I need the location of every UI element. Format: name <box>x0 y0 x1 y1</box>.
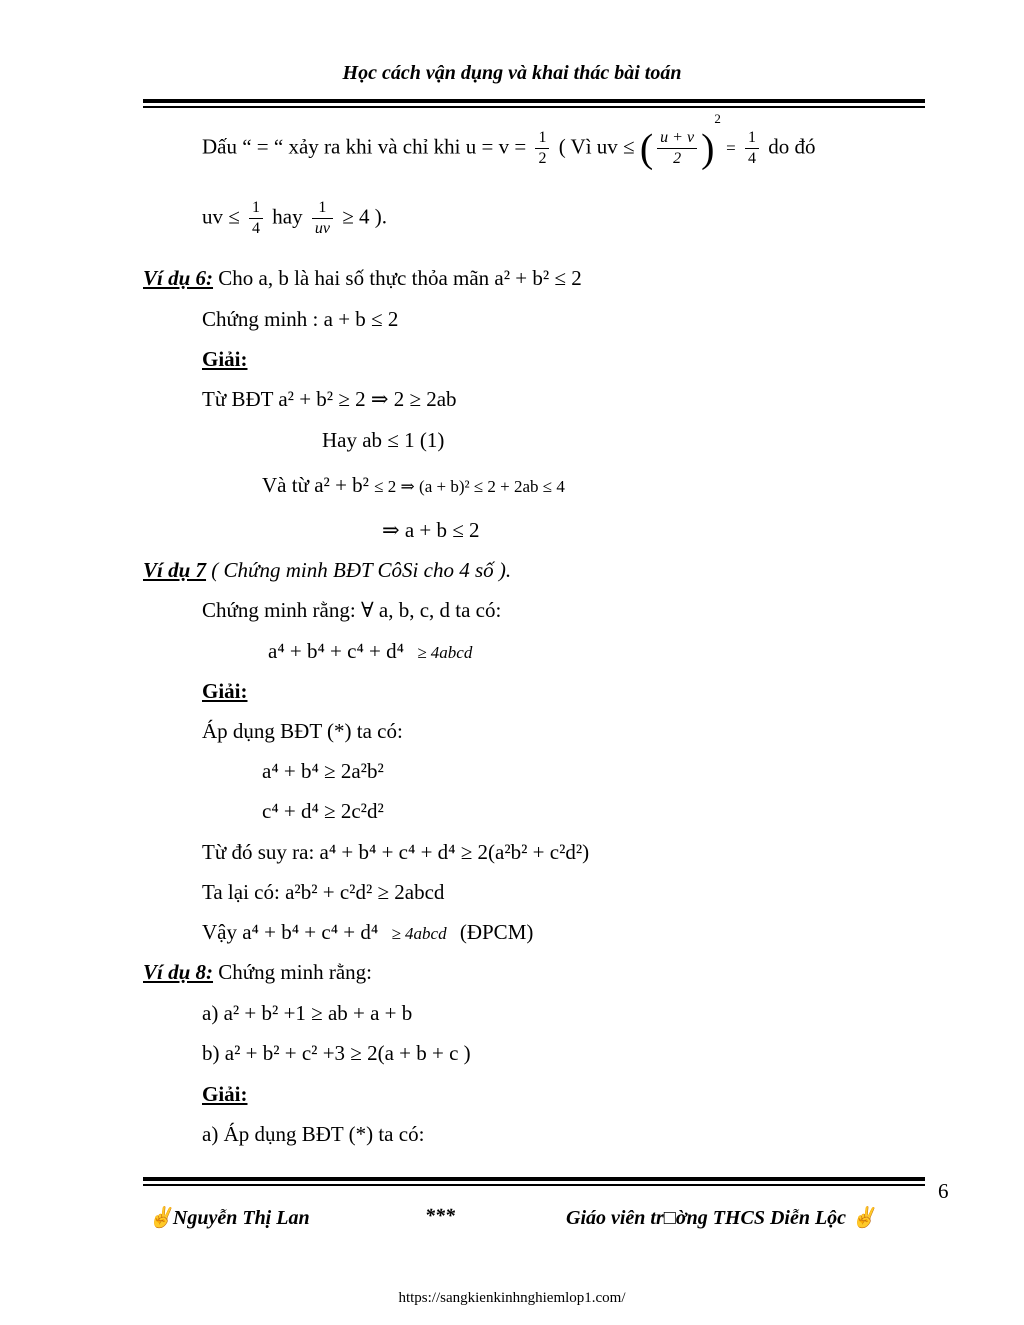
solution-6-step-1: Từ BĐT a² + b² ≥ 2 ⇒ 2 ≥ 2ab <box>202 387 457 411</box>
example-8: Ví dụ 8: Chứng minh rằng: <box>143 960 372 984</box>
footer-rule-thick <box>143 1177 925 1181</box>
example-7-prove: Chứng minh rằng: ∀ a, b, c, d ta có: <box>202 598 502 622</box>
solution-8-step-1: a) Áp dụng BĐT (*) ta có: <box>202 1122 425 1146</box>
fraction-half: $\frac{1}{2}$ <box>535 128 549 169</box>
footer-school: Giáo viên tr□ờng THCS Diễn Lộc ✌ <box>566 1207 876 1229</box>
solution-7-step-3: c⁴ + d⁴ ≥ 2c²d² <box>262 799 384 823</box>
example-7: Ví dụ 7 ( Chứng minh BĐT CôSi cho 4 số ). <box>143 558 512 582</box>
footer-rule-thin <box>143 1184 925 1186</box>
footer-author: ✌Nguyễn Thị Lan <box>148 1207 310 1229</box>
example-7-inequality: a⁴ + b⁴ + c⁴ + d⁴ ≥ 4abcd <box>268 639 473 663</box>
solution-7-step-4: Từ đó suy ra: a⁴ + b⁴ + c⁴ + d⁴ ≥ 2(a²b² + c²d²) <box>202 840 590 864</box>
example-8-part-a: a) a² + b² +1 ≥ ab + a + b <box>202 1001 413 1025</box>
solution-heading-2: Giải: <box>202 679 248 703</box>
header-title: Học cách vận dụng và khai thác bài toán <box>342 62 682 84</box>
header-rule-thick <box>143 99 925 103</box>
fraction-quarter: $\frac{1}{4}$ <box>745 128 759 169</box>
example-6: Ví dụ 6: Cho a, b là hai số thực thỏa mãn a² + b² ≤ 2 <box>143 266 582 290</box>
solution-6-step-2: Hay ab ≤ 1 (1) <box>322 428 445 452</box>
example-7-label: Ví dụ 7 <box>143 558 207 582</box>
solution-6-step-3: Và từ a² + b² ≤ 2 ⇒ (a + b)² ≤ 2 + 2ab ≤ 4 <box>262 473 565 497</box>
example-6-prove: Chứng minh : a + b ≤ 2 <box>202 307 399 331</box>
fraction-u-plus-v: $\frac{u + v}{2}$ <box>657 128 697 169</box>
page-number: 6 <box>938 1179 949 1203</box>
example-6-label: Ví dụ 6: <box>143 266 214 290</box>
fraction-quarter-2: $\frac{1}{4}$ <box>249 198 263 239</box>
fraction-inverse-uv: $\frac{1}{uv}$ <box>312 198 333 239</box>
solution-7-step-6: Vậy a⁴ + b⁴ + c⁴ + d⁴ ≥ 4abcd (ĐPCM) <box>202 920 534 944</box>
header-rule-thin <box>143 106 925 108</box>
solution-7-step-5: Ta lại có: a²b² + c²d² ≥ 2abcd <box>202 880 445 904</box>
line-uv: uv ≤ $\frac{1}{4}$ hay $\frac{1}{uv}$ ≥ 4 ). <box>202 199 387 237</box>
footer-stars: *** <box>425 1205 455 1227</box>
footer-url-link[interactable]: https://sangkienkinhnghiemlop1.com/ <box>398 1290 626 1306</box>
solution-7-step-2: a⁴ + b⁴ ≥ 2a²b² <box>262 759 384 783</box>
example-8-label: Ví dụ 8: <box>143 960 214 984</box>
line-equality: Dấu “ = “ xảy ra khi và chỉ khi u = v = $\frac{1}{2}$ ( Vì uv ≤ ( $\frac{u + v}{2}$ )$^2$ = $\frac{1}{4}$ do đó <box>202 111 816 171</box>
solution-heading-3: Giải: <box>202 1082 248 1106</box>
example-8-part-b: b) a² + b² + c² +3 ≥ 2(a + b + c ) <box>202 1041 471 1065</box>
solution-7-step-1: Áp dụng BĐT (*) ta có: <box>202 719 403 743</box>
solution-6-step-4: ⇒ a + b ≤ 2 <box>382 518 480 542</box>
solution-heading-1: Giải: <box>202 347 248 371</box>
